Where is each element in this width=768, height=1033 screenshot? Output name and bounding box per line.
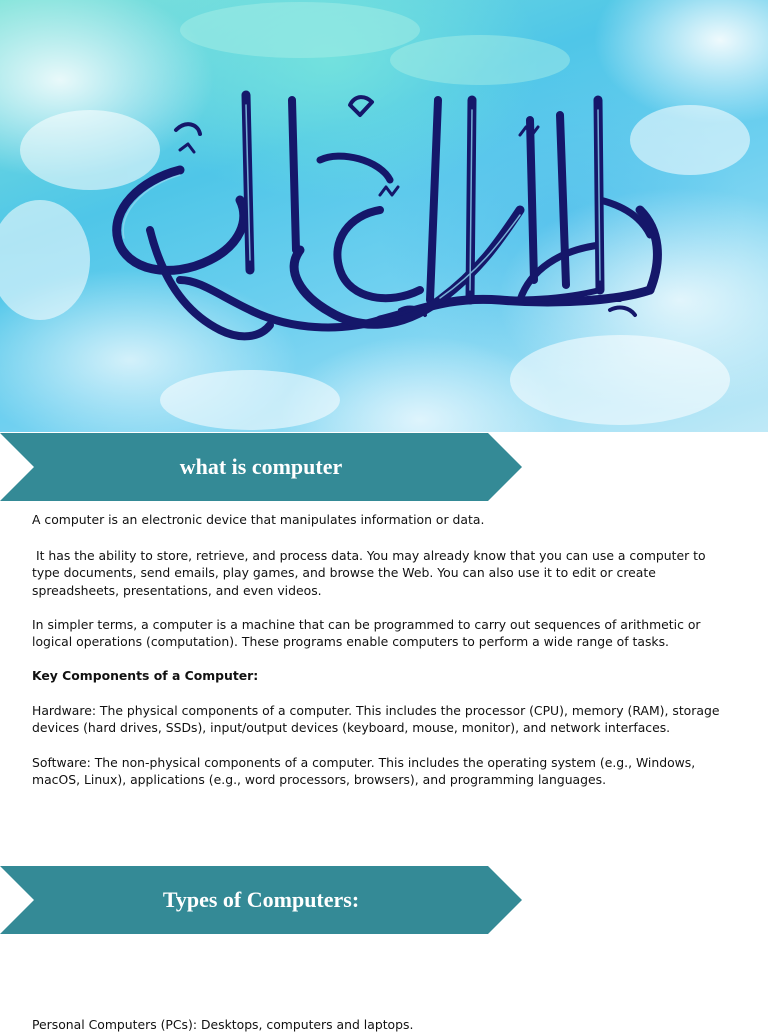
section-heading: what is computer: [179, 454, 343, 479]
calligraphy-banner: [0, 0, 768, 432]
bismillah-calligraphy-image: [0, 0, 768, 432]
paragraph-software: Software: The non-physical components of a computer. This includes the operating system (e.g., Windows, macOS, Linux), applications (e.g., word processors, browsers), and programming languages.: [32, 755, 696, 788]
paragraph-personal-computers: Personal Computers (PCs): Desktops, computers and laptops.: [32, 1017, 414, 1032]
paragraph-simpler-terms: In simpler terms, a computer is a machine that can be programmed to carry out sequences of arithmetic or logical operations (computation). These programs enable computers to perform a wide range of tasks.: [32, 617, 701, 650]
paragraph-abilities: It has the ability to store, retrieve, and process data. You may already know that you can use a computer to type documents, send emails, play games, and browse the Web. You can also use it to edit or create spreadsheets, presentations, and even videos.: [32, 548, 710, 598]
section-heading-ribbon: [0, 433, 522, 501]
key-components-heading: Key Components of a Computer:: [32, 668, 259, 683]
section-heading-ribbon: [0, 866, 522, 934]
section-heading: Types of Computers:: [162, 887, 360, 912]
paragraph-hardware: Hardware: The physical components of a computer. This includes the processor (CPU), memory (RAM), storage devices (hard drives, SSDs), input/output devices (keyboard, mouse, monitor), and network interfaces.: [32, 703, 720, 736]
paragraph-intro: A computer is an electronic device that manipulates information or data.: [32, 512, 485, 527]
